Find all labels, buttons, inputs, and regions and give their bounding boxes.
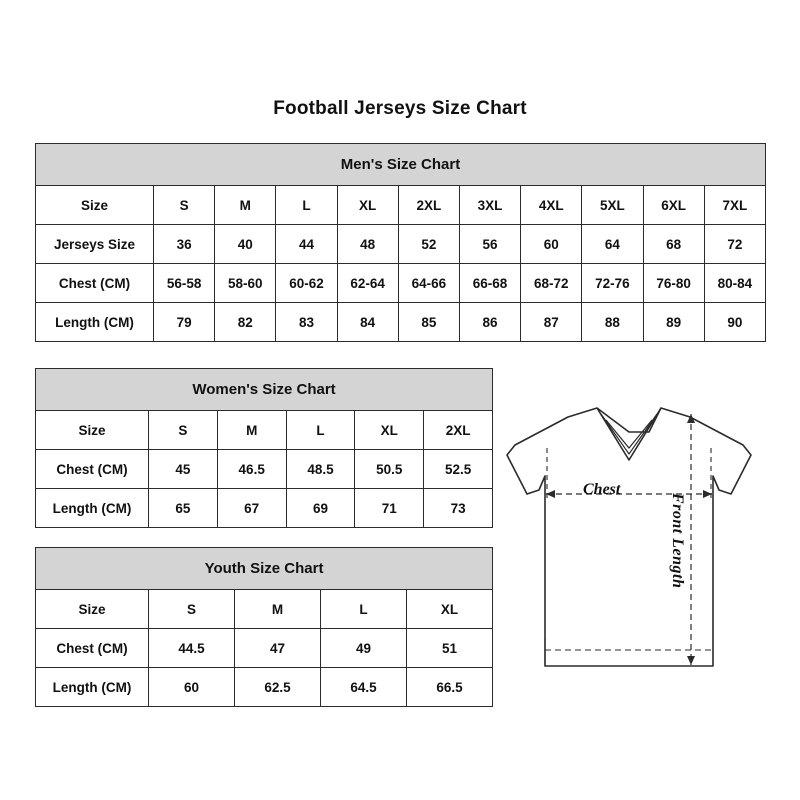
row-label: Length (CM) <box>36 489 149 528</box>
column-header: 2XL <box>424 411 493 450</box>
row-label: Length (CM) <box>36 303 154 342</box>
table-cell: 67 <box>217 489 286 528</box>
table-caption-row <box>36 548 493 590</box>
table-cell: 48.5 <box>286 450 355 489</box>
womens-table-caption: Women's Size Chart <box>36 369 493 411</box>
column-header: S <box>149 590 235 629</box>
table-cell: 79 <box>154 303 215 342</box>
table-cell: 47 <box>235 629 321 668</box>
table-cell: 36 <box>154 225 215 264</box>
table-row <box>36 489 493 528</box>
column-header: 6XL <box>643 186 704 225</box>
column-header: M <box>215 186 276 225</box>
table-header-row <box>36 590 493 629</box>
column-header: XL <box>407 590 493 629</box>
column-header: 3XL <box>459 186 520 225</box>
table-row <box>36 264 766 303</box>
row-label: Length (CM) <box>36 668 149 707</box>
row-header-label: Size <box>36 411 149 450</box>
mens-table-caption: Men's Size Chart <box>36 144 766 186</box>
column-header: 2XL <box>398 186 459 225</box>
table-caption-row <box>36 369 493 411</box>
table-cell: 66.5 <box>407 668 493 707</box>
column-header: L <box>286 411 355 450</box>
table-cell: 45 <box>149 450 218 489</box>
column-header: M <box>235 590 321 629</box>
row-label: Chest (CM) <box>36 629 149 668</box>
table-cell: 44.5 <box>149 629 235 668</box>
table-cell: 56 <box>459 225 520 264</box>
table-cell: 50.5 <box>355 450 424 489</box>
table-cell: 85 <box>398 303 459 342</box>
youth-size-table <box>35 547 493 707</box>
table-cell: 62.5 <box>235 668 321 707</box>
chest-measure-label: Chest <box>583 481 621 498</box>
mens-size-table <box>35 143 766 342</box>
womens-size-table <box>35 368 493 528</box>
table-cell: 44 <box>276 225 337 264</box>
row-header-label: Size <box>36 590 149 629</box>
table-cell: 60-62 <box>276 264 337 303</box>
table-cell: 56-58 <box>154 264 215 303</box>
table-cell: 76-80 <box>643 264 704 303</box>
tshirt-outline-icon <box>505 398 773 688</box>
table-cell: 68-72 <box>521 264 582 303</box>
table-cell: 49 <box>321 629 407 668</box>
column-header: 7XL <box>704 186 765 225</box>
column-header: XL <box>355 411 424 450</box>
table-caption-row <box>36 144 766 186</box>
table-cell: 60 <box>149 668 235 707</box>
page-title: Football Jerseys Size Chart <box>273 98 527 119</box>
front-length-measure-label: Front Length <box>669 493 686 589</box>
tshirt-measurement-diagram <box>505 398 773 688</box>
table-cell: 71 <box>355 489 424 528</box>
table-cell: 69 <box>286 489 355 528</box>
table-row <box>36 629 493 668</box>
column-header: XL <box>337 186 398 225</box>
table-cell: 83 <box>276 303 337 342</box>
row-label: Chest (CM) <box>36 264 154 303</box>
table-cell: 68 <box>643 225 704 264</box>
row-label: Chest (CM) <box>36 450 149 489</box>
table-cell: 87 <box>521 303 582 342</box>
table-cell: 65 <box>149 489 218 528</box>
row-label: Jerseys Size <box>36 225 154 264</box>
table-cell: 64 <box>582 225 643 264</box>
table-cell: 72 <box>704 225 765 264</box>
column-header: L <box>321 590 407 629</box>
column-header: L <box>276 186 337 225</box>
table-cell: 90 <box>704 303 765 342</box>
table-row <box>36 668 493 707</box>
table-cell: 84 <box>337 303 398 342</box>
column-header: S <box>149 411 218 450</box>
table-header-row <box>36 411 493 450</box>
table-row <box>36 225 766 264</box>
table-cell: 88 <box>582 303 643 342</box>
table-cell: 82 <box>215 303 276 342</box>
table-cell: 80-84 <box>704 264 765 303</box>
table-cell: 48 <box>337 225 398 264</box>
row-header-label: Size <box>36 186 154 225</box>
table-cell: 62-64 <box>337 264 398 303</box>
table-cell: 51 <box>407 629 493 668</box>
table-cell: 66-68 <box>459 264 520 303</box>
table-row <box>36 303 766 342</box>
table-cell: 40 <box>215 225 276 264</box>
column-header: M <box>217 411 286 450</box>
table-cell: 64.5 <box>321 668 407 707</box>
column-header: 4XL <box>521 186 582 225</box>
column-header: S <box>154 186 215 225</box>
table-row <box>36 450 493 489</box>
table-cell: 52 <box>398 225 459 264</box>
table-cell: 60 <box>521 225 582 264</box>
table-cell: 46.5 <box>217 450 286 489</box>
table-cell: 86 <box>459 303 520 342</box>
table-cell: 58-60 <box>215 264 276 303</box>
table-cell: 73 <box>424 489 493 528</box>
table-cell: 52.5 <box>424 450 493 489</box>
column-header: 5XL <box>582 186 643 225</box>
table-cell: 64-66 <box>398 264 459 303</box>
youth-table-caption: Youth Size Chart <box>36 548 493 590</box>
table-cell: 72-76 <box>582 264 643 303</box>
table-cell: 89 <box>643 303 704 342</box>
table-header-row <box>36 186 766 225</box>
